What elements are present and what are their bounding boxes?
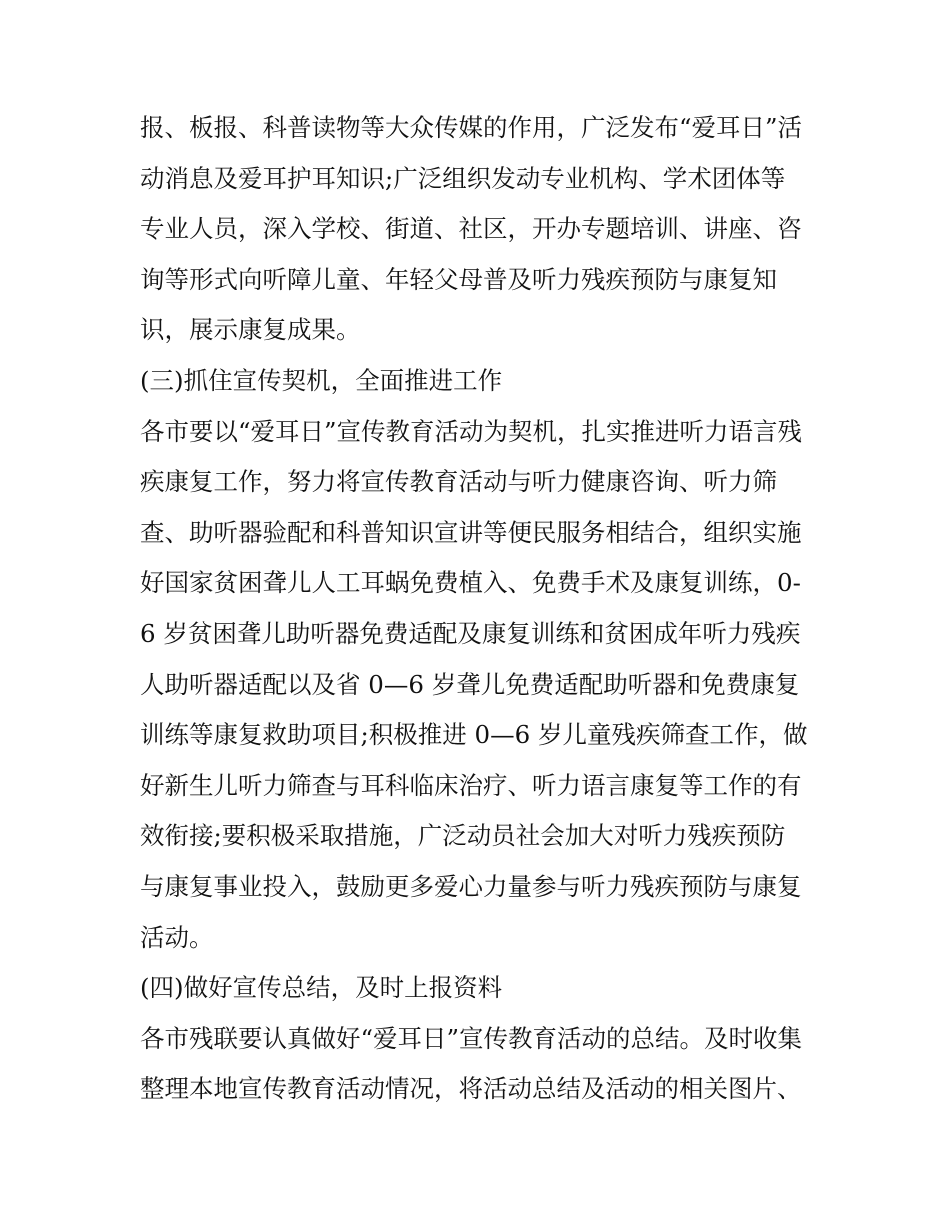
section-heading: (三)抓住宣传契机，全面推进工作 — [140, 365, 503, 395]
text-line: 询等形式向听障儿童、年轻父母普及听力残疾预防与康复知 — [140, 264, 777, 294]
text-line: 整理本地宣传教育活动情况，将活动总结及活动的相关图片、 — [140, 1074, 802, 1104]
text-line: 各市要以“爱耳日”宣传教育活动为契机，扎实推进听力语言残 — [140, 416, 803, 446]
text-line: 查、助听器验配和科普知识宣讲等便民服务相结合，组织实施 — [140, 517, 802, 547]
text-line: 动消息及爱耳护耳知识;广泛组织发动专业机构、学术团体等 — [140, 163, 786, 193]
text-line: 效衔接;要积极采取措施，广泛动员社会加大对听力残疾预防 — [140, 821, 786, 851]
document-body — [140, 103, 820, 1115]
text-line: 专业人员，深入学校、街道、社区，开办专题培训、讲座、咨 — [140, 214, 802, 244]
text-line: 疾康复工作，努力将宣传教育活动与听力健康咨询、听力筛 — [140, 467, 777, 497]
section-heading: (四)做好宣传总结，及时上报资料 — [140, 973, 503, 1003]
text-line: 训练等康复救助项目;积极推进 0—6 岁儿童残疾筛查工作，做 — [140, 720, 808, 750]
text-line: 6 岁贫困聋儿助听器免费适配及康复训练和贫困成年听力残疾 — [140, 618, 801, 648]
text-line: 各市残联要认真做好“爱耳日”宣传教育活动的总结。及时收集 — [140, 1023, 803, 1053]
text-line: 识，展示康复成果。 — [140, 315, 361, 345]
text-line: 人助听器适配以及省 0—6 岁聋儿免费适配助听器和免费康复 — [140, 669, 800, 699]
text-line: 活动。 — [140, 922, 214, 952]
text-line: 报、板报、科普读物等大众传媒的作用，广泛发布“爱耳日”活 — [140, 113, 803, 142]
text-line: 与康复事业投入，鼓励更多爱心力量参与听力残疾预防与康复 — [140, 871, 802, 901]
text-line: 好新生儿听力筛查与耳科临床治疗、听力语言康复等工作的有 — [140, 770, 802, 800]
text-line: 好国家贫困聋儿人工耳蜗免费植入、免费手术及康复训练，0- — [140, 568, 801, 598]
